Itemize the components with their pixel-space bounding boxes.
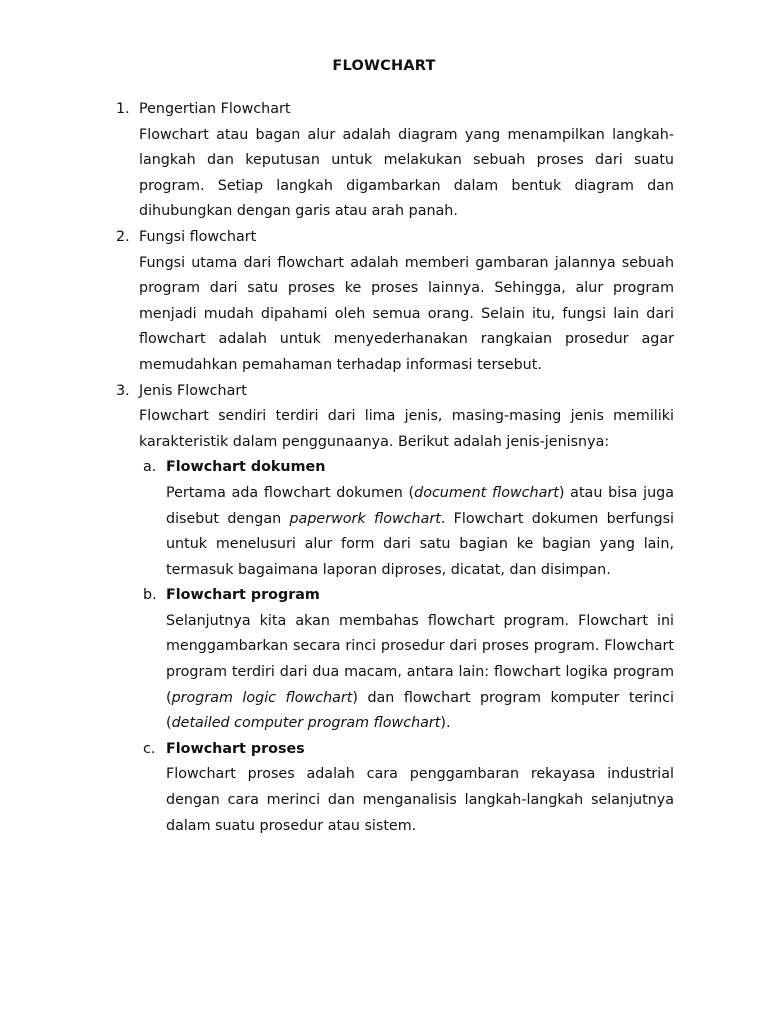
subsection-letter: c. bbox=[143, 740, 156, 757]
subsection-heading-proses bbox=[143, 737, 768, 763]
body-text: Selanjutnya kita akan membahas flowchart program. Flowchart ini menggambarkan secara rinci prosedur dari proses program. Flowchart program terdiri dari dua macam, antara lain: flowchart logika program ( bbox=[166, 612, 674, 706]
section-number: 3. bbox=[116, 382, 130, 399]
body-text: ). bbox=[440, 715, 451, 732]
subsection-heading-dokumen bbox=[143, 455, 768, 481]
section-heading-text: Jenis Flowchart bbox=[139, 382, 247, 399]
section-body: Fungsi utama dari flowchart adalah memberi gambaran jalannya sebuah program dari satu proses ke proses lainnya. Sehingga, alur program menjadi mudah dipahami oleh semua orang. Selain itu, fungsi lain dari flowchart adalah untuk menyederhanakan rangkaian prosedur agar memudahkan pemahaman terhadap informasi tersebut. bbox=[139, 254, 674, 373]
section-jenis bbox=[0, 379, 768, 840]
italic-term: paperwork flowchart bbox=[289, 510, 441, 527]
section-pengertian bbox=[0, 97, 768, 225]
body-text: . Flowchart dokumen berfungsi untuk menelusuri alur form dari satu bagian ke bagian yang lain, termasuk bagaimana laporan diproses, dicatat, dan disimpan. bbox=[166, 510, 675, 578]
italic-term: detailed computer program flowchart bbox=[171, 715, 441, 732]
italic-term: document flowchart bbox=[414, 484, 559, 501]
document-title: FLOWCHART bbox=[332, 58, 436, 74]
italic-term: program logic flowchart bbox=[171, 689, 353, 706]
section-body: Flowchart sendiri terdiri dari lima jenis, masing-masing jenis memiliki karakteristik dalam penggunaanya. Berikut adalah jenis-jenisnya: bbox=[139, 408, 674, 450]
section-fungsi bbox=[0, 225, 768, 379]
section-heading bbox=[116, 97, 768, 123]
subsection-heading-text: Flowchart dokumen bbox=[166, 459, 326, 476]
body-text: Flowchart proses adalah cara penggambaran rekayasa industrial dengan cara merinci dan menganalisis langkah-langkah selanjutnya dalam suatu prosedur atau sistem. bbox=[166, 766, 674, 834]
body-text: ) atau bisa juga disebut dengan bbox=[166, 484, 674, 527]
section-heading-text: Fungsi flowchart bbox=[139, 228, 257, 245]
subsection-heading-text: Flowchart proses bbox=[166, 740, 305, 757]
section-number: 1. bbox=[116, 101, 130, 117]
section-body: Flowchart atau bagan alur adalah diagram yang menampilkan langkah-langkah dan keputusan untuk melakukan sebuah proses dari suatu program. Setiap langkah digambarkan dalam bentuk diagram dan dihubungkan dengan garis atau arah panah. bbox=[139, 126, 674, 220]
subsection-heading-text: Flowchart program bbox=[166, 587, 320, 604]
section-heading-text: Pengertian Flowchart bbox=[139, 101, 291, 117]
subsection-body-proses bbox=[166, 762, 674, 839]
subsection-body-program bbox=[166, 609, 674, 737]
subsection-letter: b. bbox=[143, 587, 157, 604]
section-heading bbox=[116, 379, 768, 405]
subsection-heading-program bbox=[143, 583, 768, 609]
section-heading bbox=[116, 225, 768, 251]
body-text: ) dan flowchart program komputer terinci ( bbox=[166, 689, 674, 732]
body-text: Pertama ada flowchart dokumen ( bbox=[166, 484, 415, 501]
subsection-body-dokumen bbox=[166, 481, 674, 583]
section-number: 2. bbox=[116, 228, 130, 245]
subsection-letter: a. bbox=[143, 459, 157, 476]
